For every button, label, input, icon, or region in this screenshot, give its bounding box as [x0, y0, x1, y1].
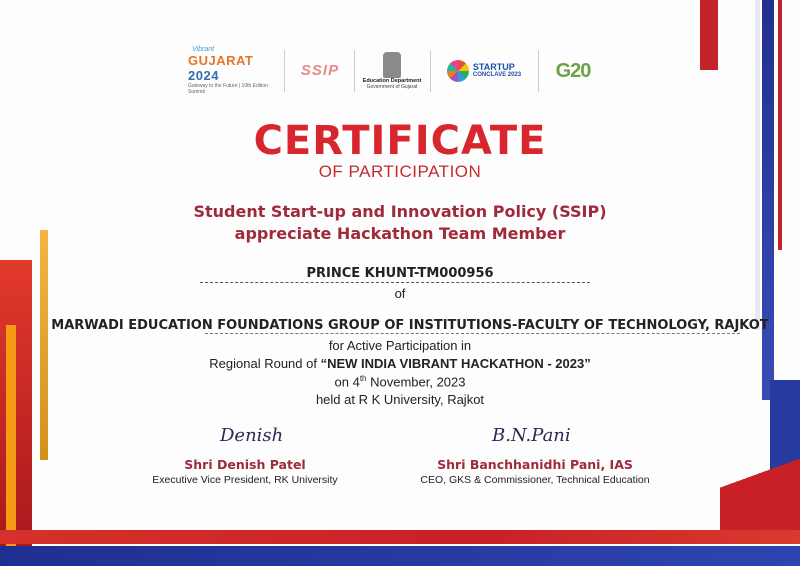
institution-name: MARWADI EDUCATION FOUNDATIONS GROUP OF INSTITUTIONS-FACULTY OF TECHNOLOGY, RAJKOT	[51, 318, 769, 333]
border-left-red	[0, 260, 32, 566]
education-department-logo	[358, 48, 426, 93]
g20-logo	[542, 48, 604, 93]
vibrant-gujarat-small-text: Vibrant	[192, 46, 215, 53]
startup-burst-icon	[447, 60, 469, 82]
education-dept-line2: Government of Gujarat	[366, 83, 418, 90]
ssip-logo	[290, 48, 350, 93]
name-dotted-underline	[200, 282, 590, 283]
participant-name: PRINCE KHUNT-TM000956	[306, 266, 494, 281]
signatory-designation-right: CEO, GKS & Commissioner, Technical Education	[420, 474, 650, 486]
round-text	[0, 356, 800, 371]
issuer-line: Student Start-up and Innovation Policy (SSIP)	[193, 202, 607, 221]
certificate-subtitle: OF PARTICIPATION	[318, 162, 482, 181]
logo-divider	[284, 50, 285, 92]
startup-conclave-row	[447, 60, 521, 82]
venue-text: held at R K University, Rajkot	[315, 392, 485, 407]
institution-dotted-underline	[205, 333, 740, 334]
border-stripe-top	[700, 0, 718, 70]
hackathon-name: “NEW INDIA VIBRANT HACKATHON - 2023”	[320, 356, 591, 371]
vibrant-gujarat-year: 2024	[188, 68, 219, 83]
border-bottom-red	[0, 530, 800, 544]
logo-divider	[354, 50, 355, 92]
vibrant-gujarat-tagline: Gateway to the Future | 10th Edition Summit	[188, 83, 268, 95]
national-emblem-icon	[383, 52, 401, 78]
vibrant-gujarat-logo	[188, 48, 278, 93]
g20-logo-text: G20	[555, 59, 591, 82]
signature-left: Denish	[220, 425, 284, 446]
ssip-logo-text: SSIP	[300, 62, 340, 79]
signature-right: B.N.Pani	[492, 425, 571, 446]
signatory-name-left: Shri Denish Patel	[184, 457, 306, 472]
round-prefix: Regional Round of	[209, 356, 321, 371]
signatory-name-right: Shri Banchhanidhi Pani, IAS	[437, 457, 633, 472]
startup-conclave-text	[473, 63, 521, 79]
date-prefix: on 4	[334, 374, 360, 390]
border-bottom-right-red	[720, 440, 800, 530]
appreciation-line: appreciate Hackathon Team Member	[234, 224, 566, 243]
participation-text: for Active Participation in	[328, 338, 472, 353]
event-date	[0, 374, 800, 389]
date-ordinal: th	[359, 374, 367, 383]
certificate-title: CERTIFICATE	[253, 118, 547, 164]
vibrant-gujarat-main	[188, 53, 278, 83]
border-bottom-blue	[0, 546, 800, 566]
of-text: of	[394, 286, 406, 301]
logo-divider	[538, 50, 539, 92]
startup-conclave-logo	[436, 48, 532, 93]
education-dept-line1: Education Department	[362, 77, 422, 84]
signatory-designation-left: Executive Vice President, RK University	[152, 474, 338, 486]
logo-divider	[430, 50, 431, 92]
startup-line1: STARTUP	[472, 61, 515, 72]
date-suffix: November, 2023	[366, 374, 466, 390]
startup-line2: CONCLAVE 2023	[472, 71, 522, 78]
vibrant-gujarat-word: GUJARAT	[188, 53, 254, 68]
